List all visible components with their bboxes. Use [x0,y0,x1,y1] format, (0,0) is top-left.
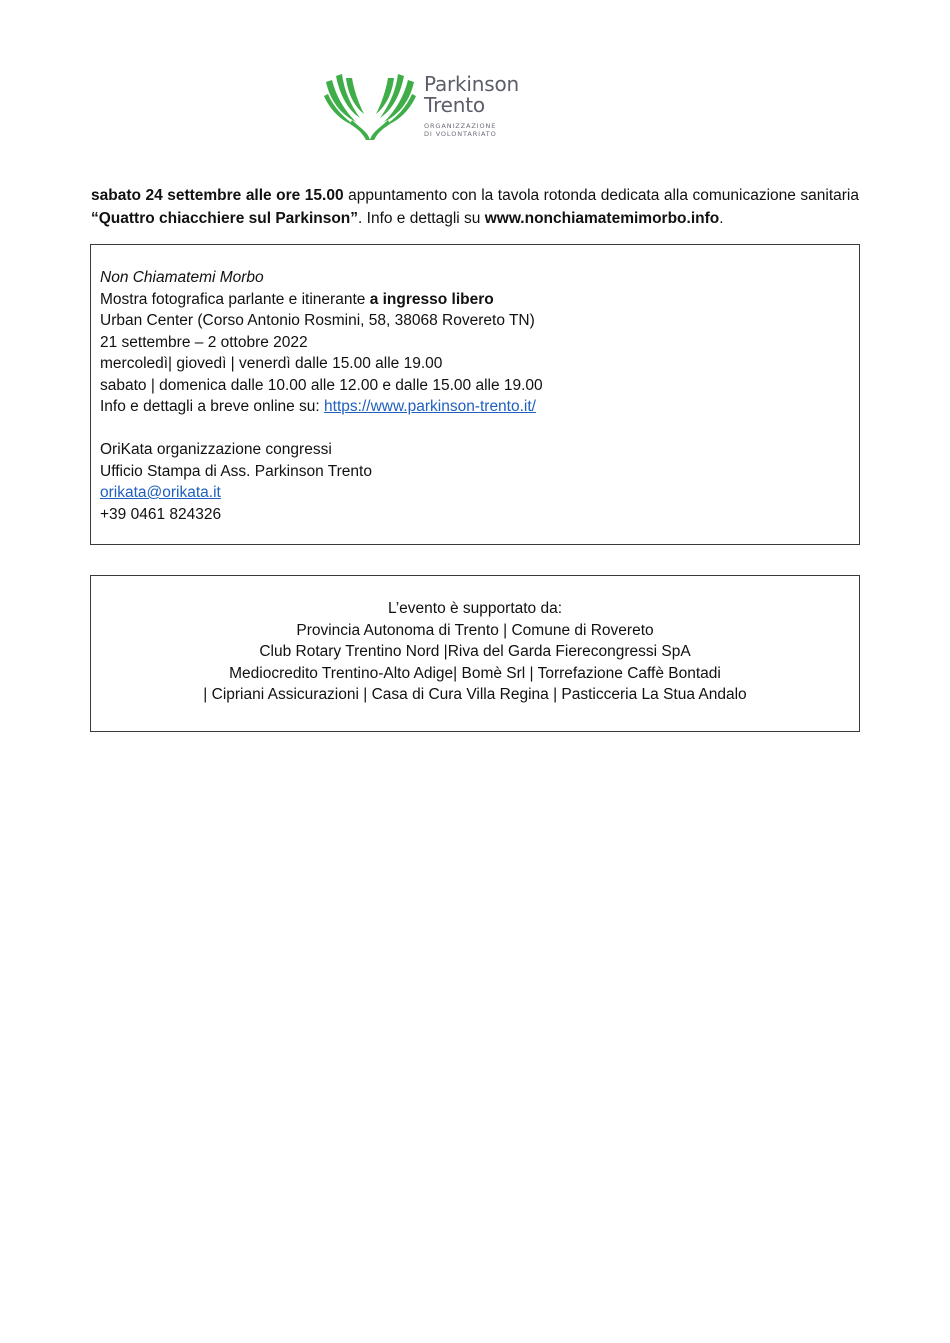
press-office: Ufficio Stampa di Ass. Parkinson Trento [100,462,372,480]
sponsors-line: | Cipriani Assicurazioni | Casa di Cura Villa Regina | Pasticceria La Stua Andalo [203,686,747,703]
intro-text-2: . Info e dettagli su [358,210,485,227]
intro-site: www.nonchiamatemimorbo.info [484,210,720,227]
parkinson-trento-logo [322,70,537,142]
website-link[interactable]: https://www.parkinson-trento.it/ [324,398,536,415]
intro-text-1: appuntamento con la tavola rotonda dedicata alla comunicazione sanitaria [343,187,859,204]
intro-paragraph [91,184,859,230]
sponsors-box [90,575,860,732]
intro-title: “Quattro chiacchiere sul Parkinson” [91,210,359,227]
intro-text-3: . [719,210,724,227]
sponsors-line: Mediocredito Trentino-Alto Adige| Bomè Srl | Torrefazione Caffè Bontadi [229,664,721,682]
sponsors-heading: L’evento è supportato da: [387,600,563,617]
contact-phone: +39 0461 824326 [100,505,222,523]
event-info-line: Info e dettagli a breve online su: https://www.parkinson-trento.it/ [100,398,536,415]
contact-email-line [100,482,543,504]
organizer-name: OriKata organizzazione congressi [100,441,332,458]
hands-logo-icon [322,70,418,142]
event-hours-weekdays: mercoledì| giovedì | venerdì dalle 15.00 alle 19.00 [100,355,443,372]
event-title: Non Chiamatemi Morbo [100,269,264,286]
sponsors-line: Club Rotary Trentino Nord |Riva del Garda Fierecongressi SpA [259,643,691,660]
event-hours-weekend: sabato | domenica dalle 10.00 alle 12.00 e dalle 15.00 alle 19.00 [100,376,543,394]
event-description: Mostra fotografica parlante e itinerante a ingresso libero [100,290,494,308]
event-info-box [90,244,860,545]
logo-text [424,74,519,138]
logo-name-line2: Trento [424,93,485,117]
sponsors-line: Provincia Autonoma di Trento | Comune di Rovereto [296,621,654,639]
intro-date: sabato 24 settembre alle ore 15.00 [91,187,344,204]
logo-name-line1: Parkinson [424,72,519,96]
logo-sub-line2: DI VOLONTARIATO [424,130,497,138]
event-dates: 21 settembre – 2 ottobre 2022 [100,333,308,351]
event-location: Urban Center (Corso Antonio Rosmini, 58, 38068 Rovereto TN) [100,312,535,329]
logo-sub-line1: ORGANIZZAZIONE [424,122,497,130]
email-link[interactable]: orikata@orikata.it [100,484,221,501]
